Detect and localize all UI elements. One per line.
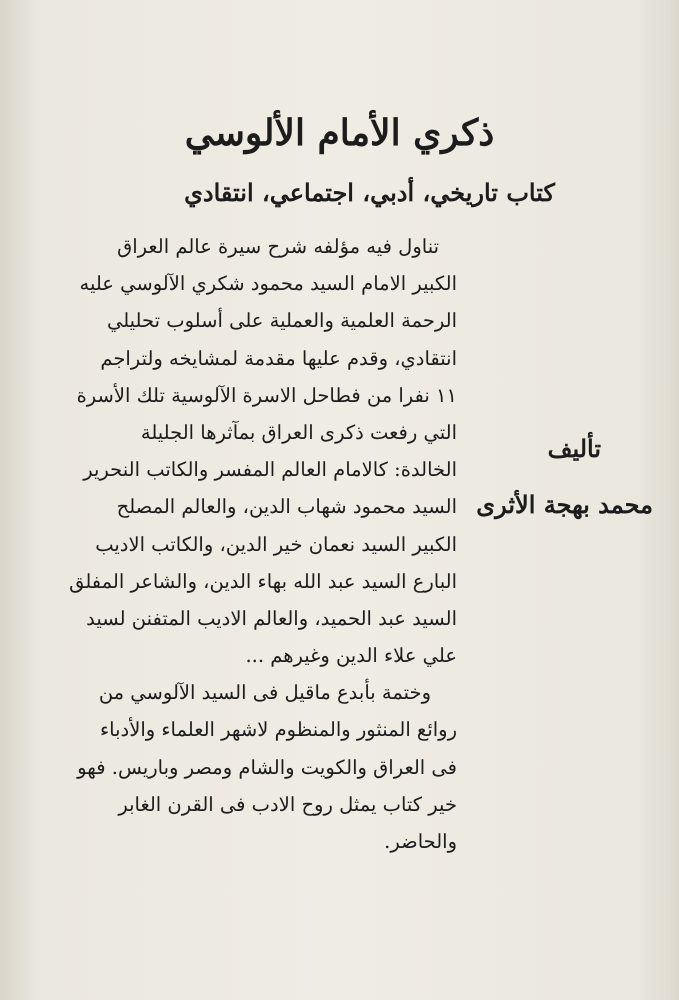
description-line: انتقادي، وقدم عليها مقدمة لمشايخه ولتراجم [100, 346, 457, 370]
closing-line: روائع المنثور والمنظوم لاشهر العلماء والأدباء [99, 718, 457, 742]
description-block [69, 228, 457, 860]
closing-line: وختمة بأبدع ماقيل فى السيد الآلوسي من [98, 681, 431, 705]
closing-line: والحاضر. [384, 830, 457, 853]
description-line: السيد محمود شهاب الدين، والعالم المصلح [116, 495, 457, 519]
description-line: التي رفعت ذكرى العراق بمآثرها الجليلة [140, 420, 457, 444]
description-line: الكبير الامام السيد محمود شكري الآلوسي عليه [79, 272, 457, 296]
description-line: تناول فيه مؤلفه شرح سيرة عالم العراق [117, 235, 439, 258]
author-name: محمد بهجة الأثرى [476, 490, 653, 519]
description-line: الكبير السيد نعمان خير الدين، والكاتب الاديب [95, 532, 457, 556]
description-line: الخالدة: كالامام العالم المفسر والكاتب النحرير [83, 458, 457, 482]
closing-line: فى العراق والكويت والشام ومصر وباريس. فهو [77, 755, 457, 779]
description-line: الرحمة العلمية والعملية على أسلوب تحليلي [106, 309, 457, 333]
book-subtitle: كتاب تاريخي، أدبي، اجتماعي، انتقادي [184, 178, 555, 207]
author-label: تأليف [547, 434, 601, 463]
description-line: البارع السيد عبد الله بهاء الدين، والشاعر المفلق [69, 569, 457, 593]
description-line: السيد عبد الحميد، والعالم الاديب المتفنن لسيد [86, 606, 457, 630]
description-line: علي علاء الدين وغيرهم ... [245, 644, 457, 668]
closing-line: خير كتاب يمثل روح الادب فى القرن الغابر [118, 792, 457, 816]
book-title: ذكري الأمام الألوسي [184, 112, 495, 154]
description-line: ١١ نفرا من فطاحل الاسرة الآلوسية تلك الأسرة [76, 383, 457, 407]
